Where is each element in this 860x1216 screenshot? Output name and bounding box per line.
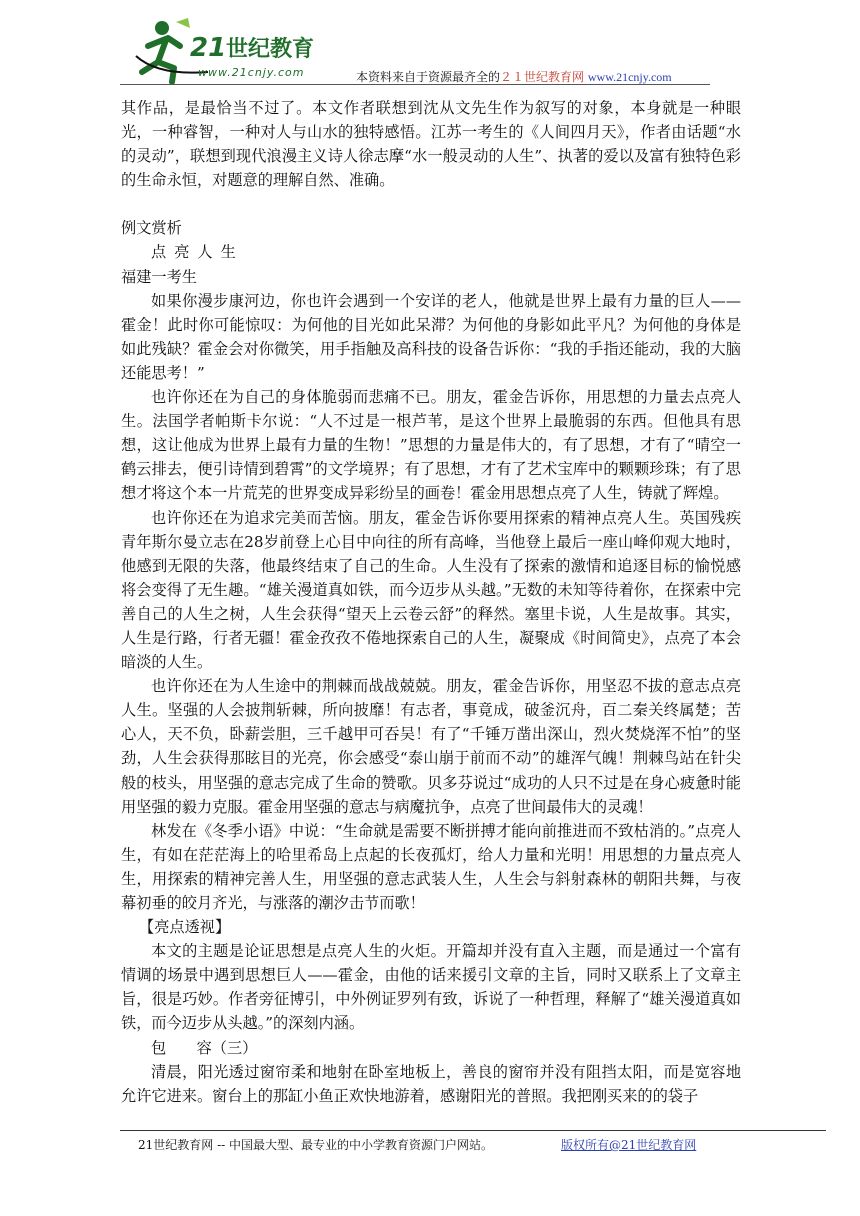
paragraph: 林发在《冬季小语》中说：“生命就是需要不断拼搏才能向前推进而不致枯消的。”点亮人生，有如在茫茫海上的哈里希岛上点起的长夜孤灯，给人力量和光明！用思想的力量点亮人生，用探索的精神完善人生，用坚强的意志武装人生，人生会与斜射森林的朝阳共舞，与夜幕初垂的皎月齐光，与涨落的潮汐击节而歌！ bbox=[121, 821, 741, 912]
essay2-title: 包 容（三） bbox=[151, 1038, 258, 1057]
svg-text:世纪教育: 世纪教育 bbox=[226, 37, 315, 62]
paragraph: 本文的主题是论证思想是点亮人生的火炬。开篇却并没有直入主题，而是通过一个富有情调的场景中遇到思想巨人——霍金，由他的话来援引文章的主旨，同时又联系上了文章主旨，很是巧妙。作者旁征博引，中外例证罗列有致，诉说了一种哲理，释解了“雄关漫道真如铁，而今迈步从头越。”的深刻内涵。 bbox=[121, 942, 741, 1033]
section-label: 例文赏析 bbox=[121, 219, 182, 238]
site-logo bbox=[128, 16, 358, 88]
header-divider bbox=[120, 84, 710, 85]
header-note-highlight: ２１世纪教育网 bbox=[500, 70, 585, 84]
paragraph-intro: 其作品，是最恰当不过了。本文作者联想到沈从文先生作为叙写的对象，本身就是一种眼光，一种睿智，一种对人与山水的独特感悟。江苏一考生的《人间四月天》，作者由话题“水的灵动”，联想到现代浪漫主义诗人徐志摩“水一般灵动的人生”、执著的爱以及富有独特色彩的生命永恒，对题意的理解自然、准确。 bbox=[121, 99, 741, 190]
paragraph: 也许你还在为人生途中的荆棘而战战兢兢。朋友，霍金告诉你，用坚忍不拔的意志点亮人生。坚强的人会披荆斩棘，所向披靡！有志者，事竟成，破釜沉舟，百二秦关终属楚；苦心人，天不负，卧薪尝胆，三千越甲可吞吴！有了“千锤万凿出深山，烈火焚烧浑不怕”的坚劲，人生会获得那眩目的光亮，你会感受“泰山崩于前而不动”的雄浑气魄！荆棘鸟站在针尖般的枝头，用坚强的意志完成了生命的赞歌。贝多芬说过“成功的人只不过是在身心疲惫时能用坚强的毅力克服。霍金用坚强的意志与病魔抗争，点亮了世间最伟大的灵魂！ bbox=[121, 677, 741, 816]
paragraph: 清晨，阳光透过窗帘柔和地射在卧室地板上，善良的窗帘并没有阻挡太阳，而是宽容地允许它进来。窗台上的那缸小鱼正欢快地游着，感谢阳光的普照。我把刚买来的的袋子 bbox=[121, 1062, 741, 1105]
svg-text:www.21cnjy.com: www.21cnjy.com bbox=[198, 66, 305, 79]
header-note-url[interactable]: www.21cnjy.com bbox=[587, 70, 672, 84]
document-body bbox=[121, 96, 741, 1108]
essay-author: 福建一考生 bbox=[121, 267, 197, 286]
page-header bbox=[120, 12, 820, 90]
essay-title: 点亮人生 bbox=[151, 243, 244, 262]
header-note bbox=[356, 68, 672, 85]
paragraph: 如果你漫步康河边，你也许会遇到一个安详的老人，他就是世界上最有力量的巨人——霍金！此时你可能惊叹：为何他的目光如此呆滞？为何他的身影如此平凡？为何他的身体是如此残缺？霍金会对你微笑，用手指触及高科技的设备告诉你：“我的手指还能动，我的大脑还能思考！” bbox=[121, 291, 741, 382]
header-note-prefix: 本资料来自于资源最齐全的 bbox=[356, 70, 501, 84]
svg-text:21: 21 bbox=[190, 33, 227, 63]
paragraph: 也许你还在为追求完美而苦恼。朋友，霍金告诉你要用探索的精神点亮人生。英国残疾青年斯尔曼立志在28岁前登上心目中向往的所有高峰，当他登上最后一座山峰仰观大地时，他感到无限的失落，他最终结束了自己的生命。人生没有了探索的激情和追逐目标的愉悦感将会变得了无生趣。“雄关漫道真如铁，而今迈步从头越。”无数的未知等待着你，在探索中完善自己的人生之树，人生会获得“望天上云卷云舒”的释然。塞里卡说，人生是故事。其实，人生是行路，行者无疆！霍金孜孜不倦地探索自己的人生，凝聚成《时间简史》，点亮了本会暗淡的人生。 bbox=[121, 508, 741, 672]
paragraph: 也许你还在为自己的身体脆弱而悲痛不已。朋友，霍金告诉你，用思想的力量去点亮人生。法国学者帕斯卡尔说：“人不过是一根芦苇，是这个世界上最脆弱的东西。但他具有思想，这让他成为世界上最有力量的生物！”思想的力量是伟大的，有了思想，才有了“晴空一鹤云排去，便引诗情到碧霄”的文学境界；有了思想，才有了艺术宝库中的颗颗珍珠；有了思想才将这个本一片荒芜的世界变成异彩纷呈的画卷！霍金用思想点亮了人生，铸就了辉煌。 bbox=[121, 388, 741, 503]
highlight-label: 【亮点透视】 bbox=[139, 918, 231, 937]
footer-text: 21世纪教育网 -- 中国最大型、最专业的中小学教育资源门户网站。 bbox=[138, 1138, 494, 1152]
footer-copyright-link[interactable]: 版权所有@21世纪教育网 bbox=[561, 1138, 697, 1152]
footer-divider bbox=[120, 1130, 826, 1131]
